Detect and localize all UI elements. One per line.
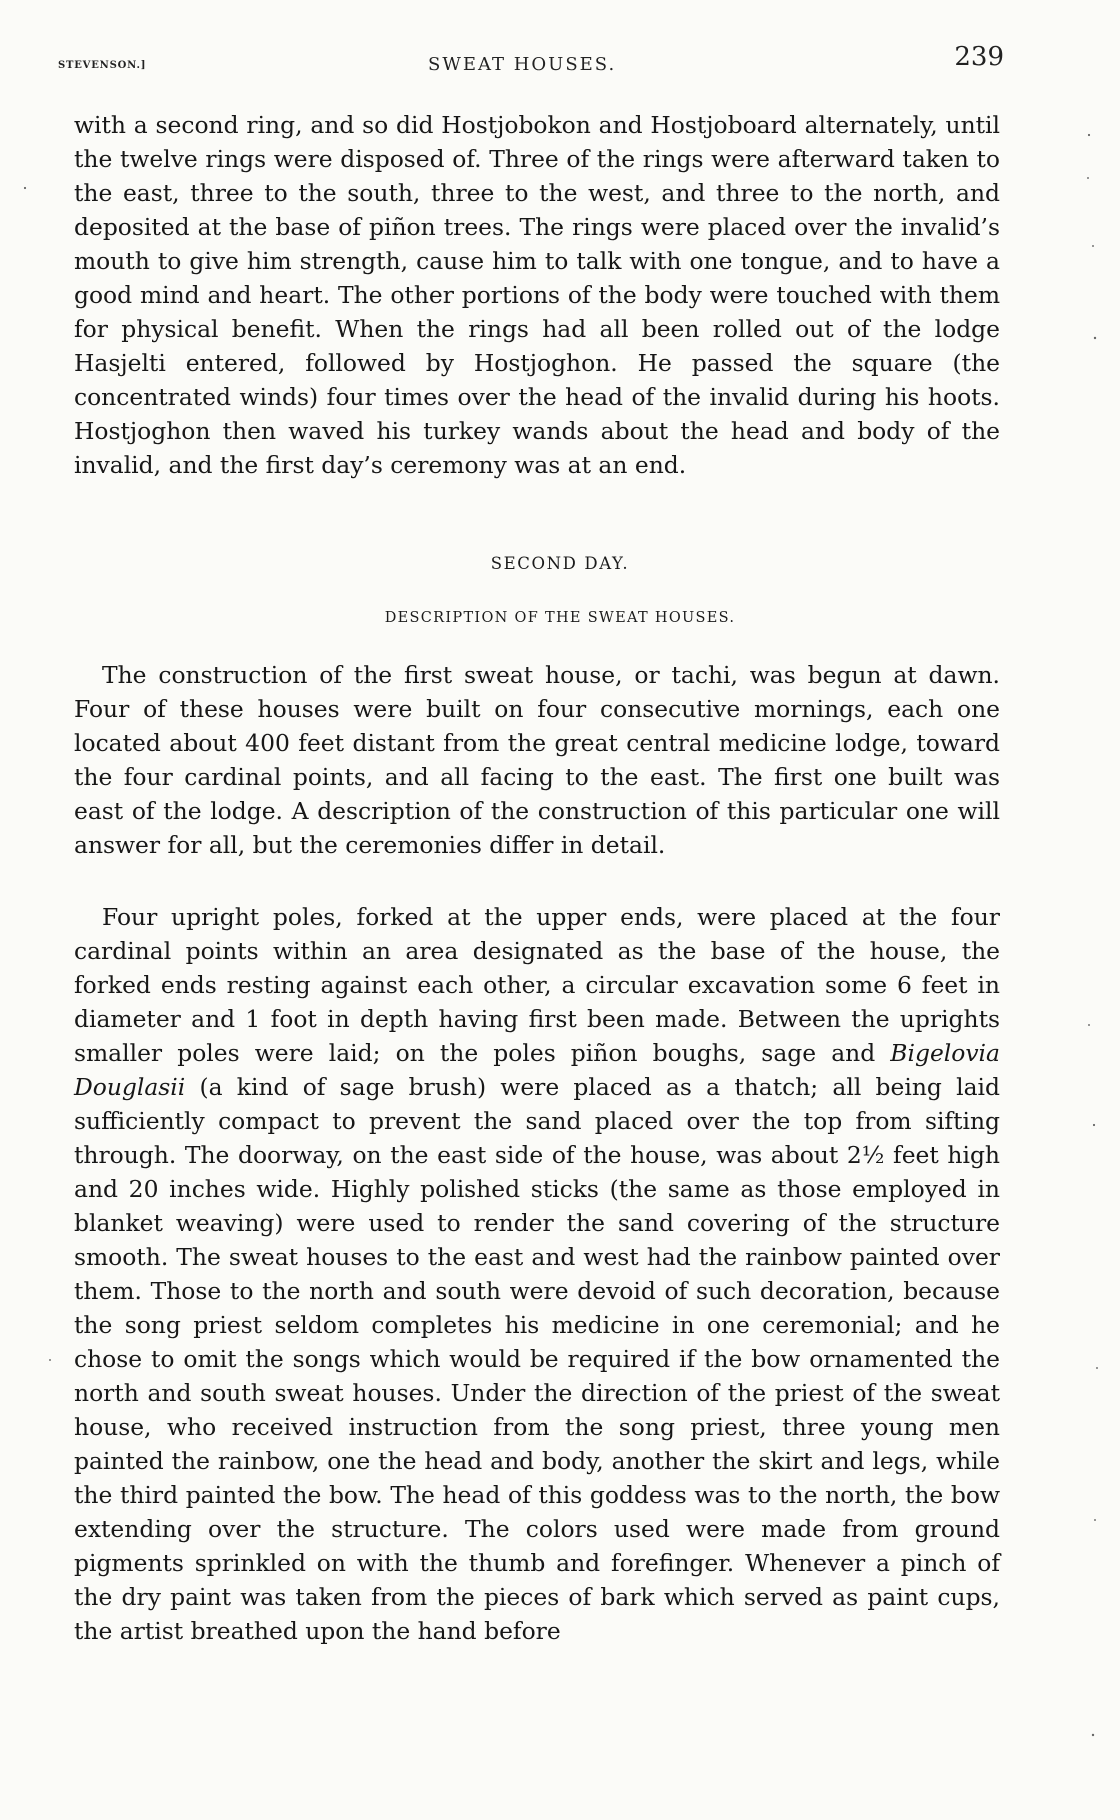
speck xyxy=(1092,1734,1094,1736)
running-title: SWEAT HOUSES. xyxy=(428,54,617,75)
running-author: STEVENSON.] xyxy=(58,60,147,71)
page-number: 239 xyxy=(954,42,1004,72)
speck xyxy=(1093,1124,1095,1126)
paragraph-2: The construction of the first sweat house, or tachi, was begun at dawn. Four of these houses were built on four consecutive mornings, each one located about 400 feet distant from the great central medicine lodge, toward the four cardinal points, and all facing to the east. The first one built was east of the lodge. A description of the construction of this particular one will answer for all, but the ceremonies differ in detail. xyxy=(74,661,1000,859)
speck xyxy=(1092,245,1094,247)
speck xyxy=(49,1359,51,1361)
page-header xyxy=(58,44,1004,80)
speck xyxy=(1088,1024,1090,1026)
speck xyxy=(1096,1367,1098,1369)
paragraph-3-block xyxy=(74,900,1000,1648)
section-heading: SECOND DAY. xyxy=(490,554,630,573)
paragraph-3 xyxy=(74,900,1000,1648)
subsection-heading: DESCRIPTION OF THE SWEAT HOUSES. xyxy=(384,610,736,626)
intro-paragraph: with a second ring, and so did Hostjobokon and Hostjoboard alternately, until the twelve rings were disposed of. Three of the rings were afterward taken to the east, three to the south, three to the west, and three to the north, and deposited at the base of piñon trees. The rings were placed over the invalid’s mouth to give him strength, cause him to talk with one tongue, and to have a good mind and heart. The other portions of the body were touched with them for physical benefit. When the rings had all been rolled out of the lodge Hasjelti entered, followed by Hostjoghon. He passed the square (the concentrated winds) four times over the head of the invalid during his hoots. Hostjoghon then waved his turkey wands about the head and body of the invalid, and the first day’s ceremony was at an end. xyxy=(74,111,1000,479)
speck xyxy=(1094,1519,1096,1521)
speck xyxy=(1088,134,1090,136)
speck xyxy=(24,187,26,189)
intro-paragraph-block xyxy=(74,108,1000,482)
paragraph-2-block xyxy=(74,658,1000,862)
paragraph-3-before-italic: Four upright poles, forked at the upper ends, were placed at the four cardinal points within an area designated as the base of the house, the forked ends resting against each other, a circular excavation some 6 feet in diameter and 1 foot in depth having first been made. Between the uprights smaller poles were laid; on the poles piñon boughs, sage and xyxy=(74,903,1000,1067)
speck xyxy=(1094,337,1096,339)
paragraph-3-italic: Bigelovia Douglasii xyxy=(74,1039,1000,1101)
speck xyxy=(1087,177,1089,179)
paragraph-3-after-italic: (a kind of sage brush) were placed as a thatch; all being laid sufficiently compact to prevent the sand placed over the top from sifting through. The doorway, on the east side of the house, was about 2½ feet high and 20 inches wide. Highly polished sticks (the same as those employed in blanket weaving) were used to render the sand covering of the structure smooth. The sweat houses to the east and west had the rainbow painted over them. Those to the north and south were devoid of such decoration, because the song priest seldom completes his medicine in one ceremonial; and he chose to omit the songs which would be required if the bow ornamented the north and south sweat houses. Under the direction of the priest of the sweat house, who received instruction from the song priest, three young men painted the rainbow, one the head and body, another the skirt and legs, while the third painted the bow. The head of this goddess was to the north, the bow extending over the structure. The colors used were made from ground pigments sprinkled on with the thumb and forefinger. Whenever a pinch of the dry paint was taken from the pieces of bark which served as paint cups, the artist breathed upon the hand before xyxy=(74,1073,1000,1645)
